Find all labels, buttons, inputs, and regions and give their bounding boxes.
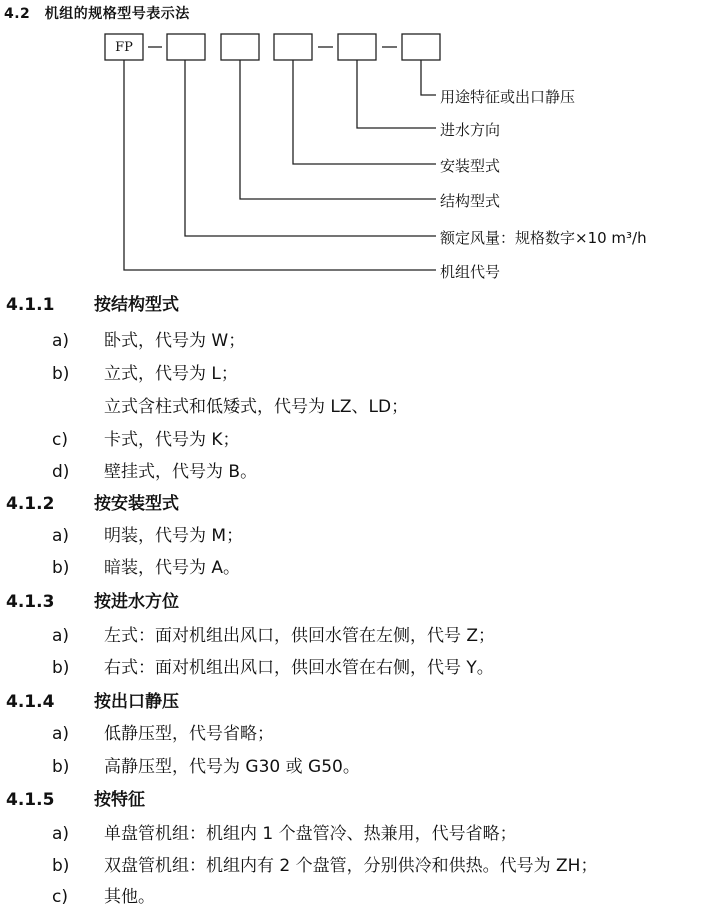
- code-box-water-dir: [338, 34, 376, 60]
- section-label: 按进水方位: [94, 592, 179, 612]
- item-marker: b): [52, 364, 70, 384]
- section-title-4-1-3: [6, 587, 179, 612]
- item-text: 立式含柱式和低矮式，代号为 LZ、LD；: [104, 397, 409, 417]
- item-marker: c): [52, 887, 68, 907]
- leader-unit: [124, 60, 436, 270]
- list-item: [52, 882, 155, 907]
- item-marker: b): [52, 658, 70, 678]
- section-label: 按安装型式: [94, 494, 179, 514]
- item-text: 其他。: [104, 887, 155, 907]
- leader-structure: [240, 60, 436, 199]
- section-title-4-1-5: [6, 785, 145, 810]
- leader-water-dir: [357, 60, 436, 128]
- item-text: 高静压型，代号为 G30 或 G50。: [104, 757, 360, 777]
- list-item: [52, 553, 240, 578]
- item-text: 卡式，代号为 K；: [104, 430, 240, 450]
- section-heading-4-2: 4.2 机组的规格型号表示法: [4, 6, 190, 22]
- item-marker: d): [52, 462, 70, 482]
- list-item: [52, 425, 240, 450]
- section-title-4-1-1: [6, 290, 179, 315]
- item-marker: a): [52, 526, 70, 546]
- item-text: 壁挂式，代号为 B。: [104, 462, 258, 482]
- list-item: [52, 653, 494, 678]
- model-code-diagram: [0, 0, 701, 290]
- section-number: 4.1.5: [6, 790, 55, 810]
- callout-structure-type: 结构型式: [440, 192, 501, 210]
- item-marker: c): [52, 430, 68, 450]
- callout-water-direction: 进水方向: [440, 121, 501, 139]
- item-text: 左式：面对机组出风口，供回水管在左侧，代号 Z；: [104, 626, 496, 646]
- callout-unit-code: 机组代号: [440, 263, 501, 281]
- section-number: 4.1.1: [6, 295, 55, 315]
- list-item: [52, 359, 238, 384]
- section-number: 4.1.3: [6, 592, 55, 612]
- callout-feature: 用途特征或出口静压: [440, 88, 576, 106]
- item-marker: a): [52, 824, 70, 844]
- code-box-unit-label: FP: [115, 39, 133, 55]
- list-item: [52, 752, 360, 777]
- leader-feature: [421, 60, 436, 95]
- list-item-continuation: [104, 392, 408, 417]
- list-item: [52, 326, 245, 351]
- item-marker: b): [52, 558, 70, 578]
- item-text: 单盘管机组：机组内 1 个盘管冷、热兼用，代号省略；: [104, 824, 517, 844]
- code-box-structure: [221, 34, 259, 60]
- code-box-airflow: [167, 34, 205, 60]
- section-label: 按结构型式: [94, 295, 179, 315]
- list-item: [52, 851, 597, 876]
- item-marker: b): [52, 856, 70, 876]
- list-item: [52, 457, 257, 482]
- section-number: 4.1.2: [6, 494, 55, 514]
- section-title-4-1-4: [6, 687, 179, 712]
- item-text: 卧式，代号为 W；: [104, 331, 246, 351]
- item-marker: b): [52, 757, 70, 777]
- item-text: 暗装，代号为 A。: [104, 558, 241, 578]
- item-text: 低静压型，代号省略；: [104, 724, 274, 744]
- item-text: 立式，代号为 L；: [104, 364, 238, 384]
- item-text: 右式：面对机组出风口，供回水管在右侧，代号 Y。: [104, 658, 494, 678]
- leader-install: [293, 60, 436, 164]
- list-item: [52, 521, 243, 546]
- leader-airflow: [185, 60, 436, 236]
- item-marker: a): [52, 724, 70, 744]
- callout-install-type: 安装型式: [440, 157, 501, 175]
- list-item: [52, 719, 274, 744]
- item-text: 双盘管机组：机组内有 2 个盘管，分别供冷和供热。代号为 ZH；: [104, 856, 598, 876]
- list-item: [52, 819, 517, 844]
- code-box-feature: [402, 34, 440, 60]
- callout-airflow: 额定风量：规格数字×10 m³/h: [440, 229, 647, 247]
- item-marker: a): [52, 626, 70, 646]
- section-label: 按特征: [94, 790, 145, 810]
- section-title-4-1-2: [6, 489, 179, 514]
- section-label: 按出口静压: [94, 692, 179, 712]
- item-text: 明装，代号为 M；: [104, 526, 244, 546]
- item-marker: a): [52, 331, 70, 351]
- list-item: [52, 621, 495, 646]
- section-number: 4.1.4: [6, 692, 55, 712]
- code-box-install: [274, 34, 312, 60]
